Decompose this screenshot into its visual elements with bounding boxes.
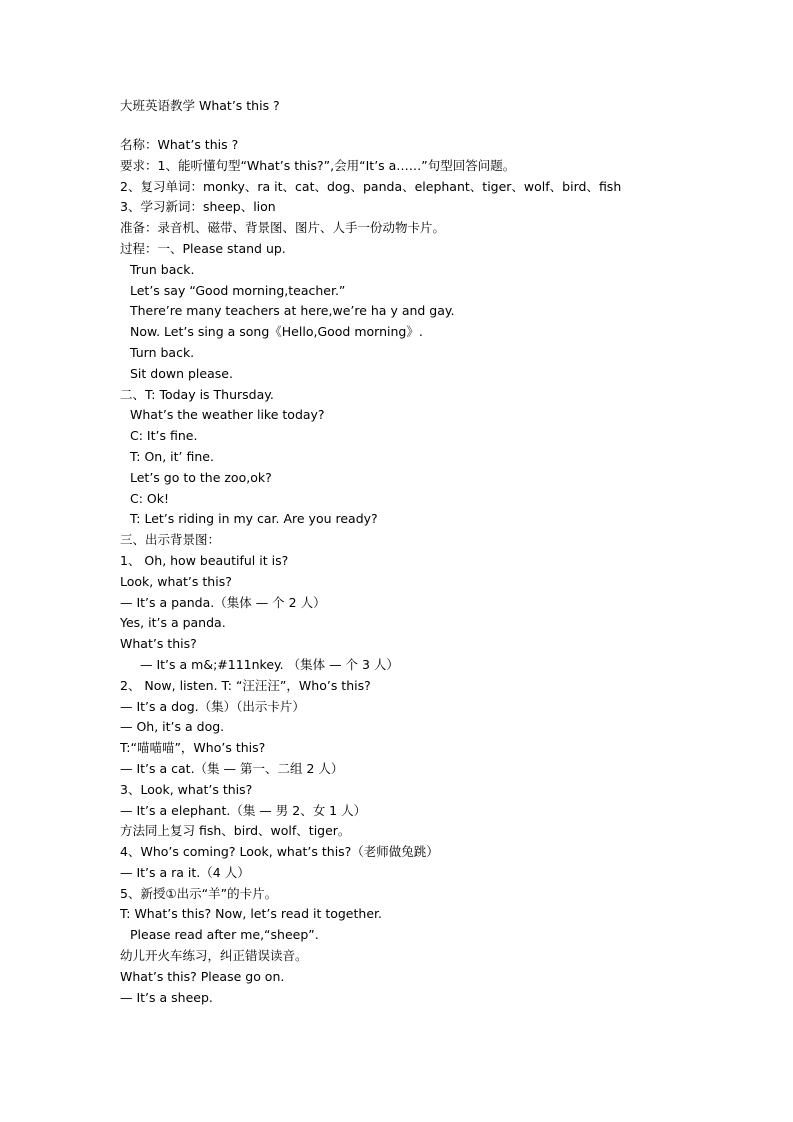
text-line: 要求：1、能听懂句型“What’s this?”,会用“It’s a……”句型回答问题。	[120, 157, 516, 173]
document-body	[120, 135, 760, 1008]
text-line: C: Ok!	[130, 490, 170, 506]
document-title: 大班英语教学 What’s this ?	[120, 98, 280, 113]
text-line: — It’s a elephant.（集 — 男 2、女 1 人）	[120, 802, 367, 818]
text-line: Now. Let’s sing a song《Hello,Good morning》.	[130, 324, 423, 340]
text-line: 二、T: Today is Thursday.	[120, 386, 274, 402]
text-line: 幼儿开火车练习，纠正错误读音。	[120, 948, 308, 964]
text-line: What’s this? Please go on.	[120, 968, 285, 984]
text-line: 3、Look, what’s this?	[120, 781, 253, 797]
text-line: T:“喵喵喵”，Who’s this?	[120, 740, 266, 756]
text-line: — It’s a m&;#111nkey. （集体 — 个 3 人）	[140, 656, 399, 672]
text-line: T: On, it’ fine.	[130, 448, 214, 464]
text-line: Turn back.	[130, 344, 195, 360]
text-line: Sit down please.	[130, 365, 233, 381]
text-line: 3、学习新词：sheep、lion	[120, 199, 276, 215]
text-line: What’s the weather like today?	[130, 407, 325, 423]
text-line: — It’s a sheep.	[120, 989, 213, 1005]
text-line: 2、复习单词：monky、ra it、cat、dog、panda、elephant、tiger、wolf、bird、fish	[120, 178, 622, 194]
text-line: 准备：录音机、磁带、背景图、图片、人手一份动物卡片。	[120, 220, 446, 236]
text-line: 方法同上复习 fish、bird、wolf、tiger。	[120, 823, 351, 839]
text-line: — It’s a ra it.（4 人）	[120, 864, 250, 880]
text-line: Look, what’s this?	[120, 573, 232, 589]
text-line: Yes, it’s a panda.	[120, 615, 226, 631]
text-line: Let’s say “Good morning,teacher.”	[130, 282, 346, 298]
text-line: T: Let’s riding in my car. Are you ready?	[130, 511, 378, 527]
text-line: — It’s a panda.（集体 — 个 2 人）	[120, 594, 326, 610]
text-line: There’re many teachers at here,we’re ha y and gay.	[130, 303, 455, 319]
text-line: What’s this?	[120, 636, 197, 652]
text-line: C: It’s fine.	[130, 428, 198, 444]
text-line: 名称：What’s this ?	[120, 137, 239, 152]
text-line: 4、Who’s coming? Look, what’s this?（老师做兔跳）	[120, 844, 439, 860]
text-line: T: What’s this? Now, let’s read it together.	[120, 906, 382, 922]
text-line: 1、 Oh, how beautiful it is?	[120, 552, 289, 568]
text-line: Trun back.	[130, 261, 195, 277]
text-line: 过程：一、Please stand up.	[120, 240, 286, 256]
text-line: — It’s a cat.（集 — 第一、二组 2 人）	[120, 760, 344, 776]
text-line: — Oh, it’s a dog.	[120, 719, 225, 735]
text-line: 2、 Now, listen. T: “汪汪汪”，Who’s this?	[120, 677, 371, 693]
text-line: 三、出示背景图：	[120, 532, 221, 548]
text-line: — It’s a dog.（集）（出示卡片）	[120, 698, 305, 714]
text-line: Let’s go to the zoo,ok?	[130, 469, 272, 485]
text-line: 5、新授①出示“羊”的卡片。	[120, 885, 278, 901]
text-line: Please read after me,“sheep”.	[130, 927, 319, 943]
